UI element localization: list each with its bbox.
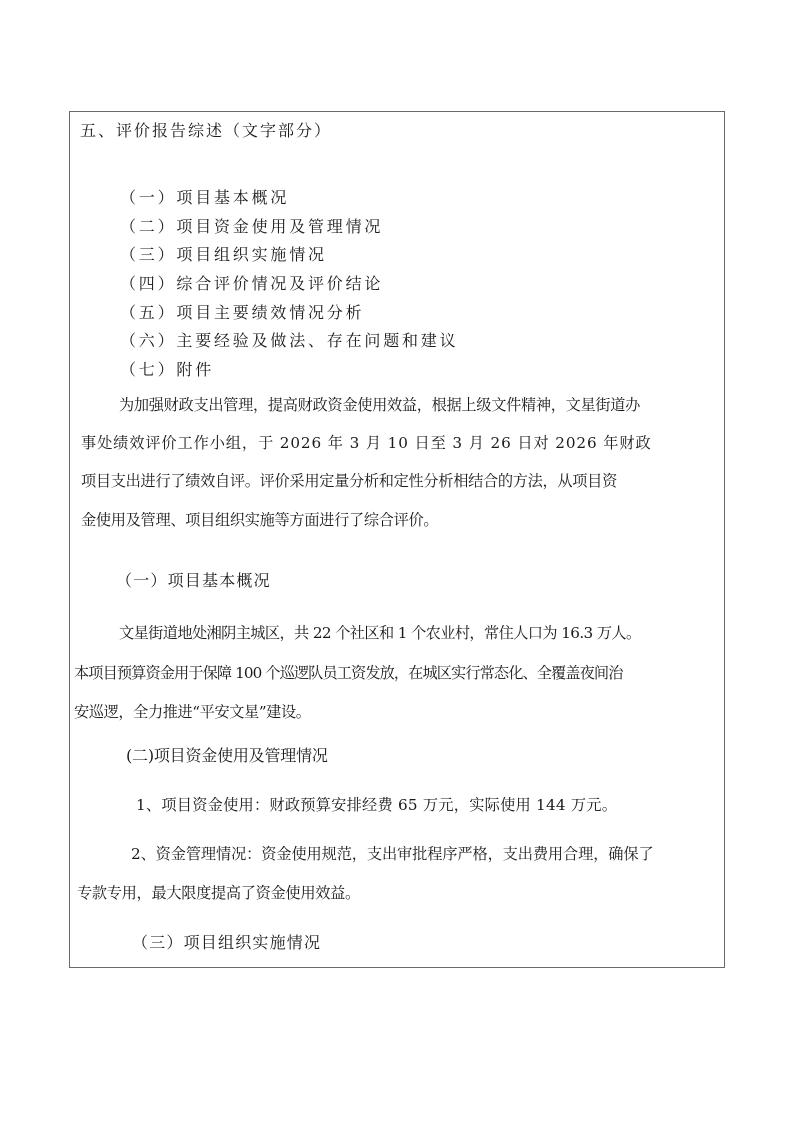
s3-heading: （三）项目组织实施情况 bbox=[132, 933, 322, 952]
intro-line-2: 事处绩效评价工作小组，于 2026 年 3 月 10 日至 3 月 26 日对 2026 年财政 bbox=[81, 434, 652, 452]
s2-item-1: 1、项目资金使用：财政预算安排经费 65 万元，实际使用 144 万元。 bbox=[136, 796, 618, 814]
toc-item-4: （四）综合评价情况及评价结论 bbox=[120, 274, 384, 293]
s2-item-2-line-2: 专款专用，最大限度提高了资金使用效益。 bbox=[77, 884, 360, 902]
toc-item-1: （一）项目基本概况 bbox=[120, 188, 290, 207]
report-table-frame bbox=[69, 111, 725, 968]
s2-heading: (二)项目资金使用及管理情况 bbox=[126, 746, 328, 765]
toc-item-5: （五）项目主要绩效情况分析 bbox=[120, 303, 365, 322]
intro-line-1: 为加强财政支出管理，提高财政资金使用效益，根据上级文件精神，文星街道办 bbox=[119, 396, 641, 414]
s2-item-2-line-1: 2、资金管理情况：资金使用规范，支出审批程序严格，支出费用合理，确保了 bbox=[131, 845, 654, 863]
s1-heading: （一）项目基本概况 bbox=[116, 571, 271, 590]
s1-line-1: 文星街道地处湘阴主城区，共 22 个社区和 1 个农业村，常住人口为 16.3 万人。 bbox=[119, 624, 641, 642]
s1-line-2: 本项目预算资金用于保障 100 个巡逻队员工资发放，在城区实行常态化、全覆盖夜间治 bbox=[74, 664, 623, 682]
toc-item-2: （二）项目资金使用及管理情况 bbox=[120, 217, 384, 236]
intro-line-3: 项目支出进行了绩效自评。评价采用定量分析和定性分析相结合的方法，从项目资 bbox=[81, 472, 617, 490]
intro-line-4: 金使用及管理、项目组织实施等方面进行了综合评价。 bbox=[81, 511, 439, 529]
toc-item-6: （六）主要经验及做法、存在问题和建议 bbox=[120, 331, 459, 350]
section-title: 五、评价报告综述（文字部分） bbox=[80, 121, 333, 140]
toc-item-7: （七）附件 bbox=[120, 360, 215, 379]
s1-line-3: 安巡逻，全力推进“平安文星”建设。 bbox=[74, 703, 311, 721]
toc-item-3: （三）项目组织实施情况 bbox=[120, 245, 327, 264]
